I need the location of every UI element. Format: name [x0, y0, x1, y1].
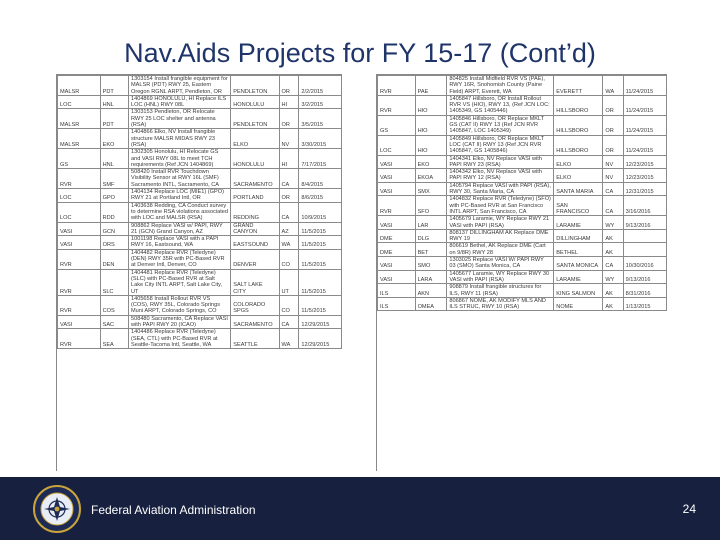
- type-cell: RVR: [378, 76, 416, 96]
- type-cell: VASI: [58, 315, 101, 329]
- id-cell: PDT: [100, 109, 128, 129]
- type-cell: RVR: [58, 269, 101, 295]
- type-cell: DME: [378, 243, 416, 257]
- city-cell: DILLINGHAM: [554, 229, 603, 243]
- table-row: [58, 189, 342, 203]
- state-cell: CA: [603, 182, 623, 196]
- id-cell: SMO: [415, 257, 447, 271]
- table-row: [58, 315, 342, 329]
- city-cell: NOME: [554, 297, 603, 311]
- id-cell: LARA: [415, 270, 447, 284]
- type-cell: LOC: [58, 189, 101, 203]
- description-cell: 1405846 Hillsboro, OR Replace MKLT GS (CAT II) RWY 13 (Ref JCN RVR 1405847, LOC 1405349): [447, 115, 554, 135]
- table-row: [58, 236, 342, 250]
- type-cell: GS: [58, 149, 101, 169]
- state-cell: CO: [279, 295, 299, 315]
- state-cell: NV: [603, 169, 623, 183]
- state-cell: WA: [279, 329, 299, 349]
- state-cell: AK: [603, 229, 623, 243]
- date-cell: 8/4/2015: [299, 169, 342, 189]
- slide-title: Nav.Aids Projects for FY 15-17 (Cont’d): [124, 38, 596, 68]
- table-row: [58, 129, 342, 149]
- date-cell: 7/17/2015: [299, 149, 342, 169]
- date-cell: 11/24/2015: [623, 135, 666, 155]
- page-number: 24: [682, 502, 696, 516]
- description-cell: 1405677 Laramie, WY Replace RWY 30 VASI with PAPI (RSA): [447, 270, 554, 284]
- date-cell: 12/29/2015: [299, 329, 342, 349]
- city-cell: ELKO: [231, 129, 279, 149]
- table-row: [378, 182, 667, 196]
- city-cell: PORTLAND: [231, 189, 279, 203]
- id-cell: RDD: [100, 202, 128, 222]
- description-cell: 1405679 Laramie, WY Replace RWY 21 VASI with PAPI (RSA): [447, 216, 554, 230]
- city-cell: SEATTLE: [231, 329, 279, 349]
- id-cell: EKOA: [415, 169, 447, 183]
- date-cell: 11/24/2015: [623, 115, 666, 135]
- description-cell: 1404869 HONOLULU, HI Replace ILS LOC (HNL) RWY 08L: [128, 95, 230, 109]
- type-cell: GS: [378, 115, 416, 135]
- date-cell: 11/24/2015: [623, 76, 666, 96]
- date-cell: 11/5/2015: [299, 236, 342, 250]
- city-cell: ELKO: [554, 169, 603, 183]
- description-cell: 1404342 Elko, NV Replace VASI with PAPI RWY 12 (RSA): [447, 169, 554, 183]
- type-cell: LOC: [378, 135, 416, 155]
- description-cell: 1404482 Replace RVR (Teledyne) (DEN) RWY 35R with PC-Based RVR at Denver Intl, Denver, CO: [128, 249, 230, 269]
- type-cell: RVR: [378, 95, 416, 115]
- city-cell: DENVER: [231, 249, 279, 269]
- date-cell: 2/2/2015: [299, 76, 342, 96]
- description-cell: 1403638 Redding, CA Conduct survey to determine RSA violations associated with LOC and MALSR (RSA): [128, 202, 230, 222]
- description-cell: 1404866 Elko, NV Install frangible structure MALSR MIDAS RWY 23 (RSA): [128, 129, 230, 149]
- state-cell: WY: [603, 270, 623, 284]
- id-cell: SFO: [415, 196, 447, 216]
- city-cell: EASTSOUND: [231, 236, 279, 250]
- date-cell: 11/5/2015: [299, 269, 342, 295]
- date-cell: 11/5/2015: [299, 222, 342, 236]
- description-cell: 804825 Install Midfield RVR VS (PAE), RWY 16R, Snohomish County (Paine Field) ARPT, Everett, WA: [447, 76, 554, 96]
- description-cell: 1405794 Replace VASI with PAPI (RSA), RWY 30, Santa Maria, CA: [447, 182, 554, 196]
- city-cell: SALT LAKE CITY: [231, 269, 279, 295]
- id-cell: GPO: [100, 189, 128, 203]
- id-cell: HIO: [415, 135, 447, 155]
- city-cell: GRAND CANYON: [231, 222, 279, 236]
- city-cell: COLORADO SPGS: [231, 295, 279, 315]
- city-cell: ELKO: [554, 155, 603, 169]
- state-cell: CA: [279, 169, 299, 189]
- state-cell: AK: [603, 243, 623, 257]
- type-cell: DME: [378, 229, 416, 243]
- date-cell: 9/13/2016: [623, 216, 666, 230]
- id-cell: BET: [415, 243, 447, 257]
- table-row: [378, 216, 667, 230]
- type-cell: RVR: [58, 249, 101, 269]
- footer-agency-name: Federal Aviation Administration: [91, 503, 256, 517]
- table-row: [378, 284, 667, 298]
- city-cell: PENDLETON: [231, 76, 279, 96]
- id-cell: HNL: [100, 149, 128, 169]
- state-cell: OR: [279, 189, 299, 203]
- type-cell: RVR: [58, 295, 101, 315]
- state-cell: HI: [279, 149, 299, 169]
- date-cell: 3/5/2015: [299, 109, 342, 129]
- table-row: [58, 76, 342, 96]
- id-cell: SMX: [415, 182, 447, 196]
- description-cell: 1302305 Honolulu, HI Relocate GS and VASI RWY 08L to meet TCH requirements (Ref JCN 1404869): [128, 149, 230, 169]
- description-cell: 1303153 Pendleton, OR Relocate RWY 25 LOC shelter and antenna (RSA): [128, 109, 230, 129]
- description-cell: 1404134 Replace LOC (MIE1) (GPO) RWY 21 at Portland Intl, OR: [128, 189, 230, 203]
- id-cell: DEN: [100, 249, 128, 269]
- table-row: [378, 76, 667, 96]
- table-row: [378, 257, 667, 271]
- right-projects-table: [376, 74, 667, 471]
- type-cell: VASI: [378, 270, 416, 284]
- description-cell: 1404486 Replace RVR (Teledyne) (SEA, CTL) with PC-Based RVR at Seattle-Tacoma Intl, Seattle, WA: [128, 329, 230, 349]
- table-row: [378, 169, 667, 183]
- id-cell: SMF: [100, 169, 128, 189]
- table-row: [378, 243, 667, 257]
- city-cell: SANTA MARIA: [554, 182, 603, 196]
- table-row: [58, 295, 342, 315]
- description-cell: 1001198 Replace VASI with a PAPI RWY 16, Eastsound, WA: [128, 236, 230, 250]
- faa-seal-icon: [33, 485, 81, 533]
- type-cell: ILS: [378, 297, 416, 311]
- state-cell: CA: [279, 202, 299, 222]
- city-cell: SAN FRANCISCO: [554, 196, 603, 216]
- type-cell: ILS: [378, 284, 416, 298]
- table-row: [378, 95, 667, 115]
- state-cell: WA: [279, 236, 299, 250]
- type-cell: MALSR: [58, 129, 101, 149]
- state-cell: CA: [603, 196, 623, 216]
- table-row: [378, 297, 667, 311]
- type-cell: RVR: [378, 196, 416, 216]
- table-row: [378, 115, 667, 135]
- type-cell: VASI: [378, 257, 416, 271]
- type-cell: LOC: [58, 95, 101, 109]
- type-cell: VASI: [378, 182, 416, 196]
- date-cell: 9/13/2016: [623, 270, 666, 284]
- date-cell: 3/16/2016: [623, 196, 666, 216]
- id-cell: SEA: [100, 329, 128, 349]
- id-cell: AKN: [415, 284, 447, 298]
- date-cell: 8/6/2015: [299, 189, 342, 203]
- id-cell: DLG: [415, 229, 447, 243]
- id-cell: EKO: [415, 155, 447, 169]
- table-row: [58, 169, 342, 189]
- description-cell: 1405658 Install Rollout RVR VS (COS), RWY 35L, Colorado Springs Muni ARPT, Colorado Springs, CO: [128, 295, 230, 315]
- city-cell: SACRAMENTO: [231, 315, 279, 329]
- state-cell: CA: [603, 257, 623, 271]
- city-cell: SANTA MONICA: [554, 257, 603, 271]
- table-row: [58, 222, 342, 236]
- type-cell: LOC: [58, 202, 101, 222]
- table-row: [378, 135, 667, 155]
- id-cell: OMEA: [415, 297, 447, 311]
- date-cell: 1/13/2015: [623, 297, 666, 311]
- city-cell: LARAMIE: [554, 216, 603, 230]
- state-cell: NV: [603, 155, 623, 169]
- table-row: [58, 109, 342, 129]
- date-cell: 12/23/2015: [623, 169, 666, 183]
- state-cell: AZ: [279, 222, 299, 236]
- state-cell: AK: [603, 297, 623, 311]
- date-cell: 12/23/2015: [623, 155, 666, 169]
- date-cell: 3/30/2015: [299, 129, 342, 149]
- state-cell: WA: [603, 76, 623, 96]
- id-cell: ORS: [100, 236, 128, 250]
- city-cell: HONOLULU: [231, 95, 279, 109]
- state-cell: CO: [279, 249, 299, 269]
- id-cell: HNL: [100, 95, 128, 109]
- id-cell: GCN: [100, 222, 128, 236]
- date-cell: [623, 229, 666, 243]
- state-cell: OR: [279, 109, 299, 129]
- type-cell: VASI: [378, 155, 416, 169]
- date-cell: 11/5/2015: [299, 295, 342, 315]
- table-row: [58, 149, 342, 169]
- table-row: [378, 196, 667, 216]
- id-cell: EKO: [100, 129, 128, 149]
- table-row: [58, 269, 342, 295]
- type-cell: MALSR: [58, 76, 101, 96]
- id-cell: COS: [100, 295, 128, 315]
- state-cell: NV: [279, 129, 299, 149]
- state-cell: OR: [603, 115, 623, 135]
- description-cell: 806867 NOME, AK MODIFY MLS AND ILS STRUC, RWY 10 (RSA): [447, 297, 554, 311]
- type-cell: VASI: [58, 222, 101, 236]
- type-cell: VASI: [58, 236, 101, 250]
- date-cell: [623, 243, 666, 257]
- table-row: [378, 155, 667, 169]
- description-cell: 1303154 Install frangible equipment for MALSR (PDT) RWY 25, Eastern Oregon RGNL ARPT, Pendleton, OR: [128, 76, 230, 96]
- state-cell: HI: [279, 95, 299, 109]
- description-cell: 1404832 Replace RVR (Teledyne) (SFO) with PC-Based RVR at San Francisco INTL ARPT, San Francisco, CA: [447, 196, 554, 216]
- description-cell: 1303025 Replace VASI W/ PAPI RWY 03 (SMO) Santa Monica, CA: [447, 257, 554, 271]
- city-cell: HILLSBORO: [554, 95, 603, 115]
- id-cell: SLC: [100, 269, 128, 295]
- state-cell: UT: [279, 269, 299, 295]
- description-cell: 1405847 Hillsboro, OR Install Rollout RVR VS (HIO), RWY 13, (Ref JCN LOC: 1405349, GS 1405446): [447, 95, 554, 115]
- description-cell: 508480 Sacramento, CA Replace VASI with PAPI RWY 20 (ICAO): [128, 315, 230, 329]
- left-projects-table: [56, 74, 342, 471]
- id-cell: HIO: [415, 115, 447, 135]
- date-cell: 12/31/2015: [623, 182, 666, 196]
- state-cell: AK: [603, 284, 623, 298]
- city-cell: SACRAMENTO: [231, 169, 279, 189]
- date-cell: 3/2/2015: [299, 95, 342, 109]
- date-cell: 10/30/2016: [623, 257, 666, 271]
- date-cell: 11/24/2015: [623, 95, 666, 115]
- state-cell: WY: [603, 216, 623, 230]
- date-cell: 12/29/2015: [299, 315, 342, 329]
- type-cell: RVR: [58, 329, 101, 349]
- table-row: [378, 270, 667, 284]
- description-cell: 1404481 Replace RVR (Teledyne) (SLC) with PC-Based RVR at Salt Lake City INTL ARPT, Salt Lake City, UT: [128, 269, 230, 295]
- type-cell: VASI: [378, 216, 416, 230]
- city-cell: HILLSBORO: [554, 115, 603, 135]
- city-cell: KING SALMON: [554, 284, 603, 298]
- city-cell: BETHEL: [554, 243, 603, 257]
- state-cell: OR: [603, 95, 623, 115]
- city-cell: HONOLULU: [231, 149, 279, 169]
- id-cell: HIO: [415, 95, 447, 115]
- city-cell: REDDING: [231, 202, 279, 222]
- date-cell: 8/31/2016: [623, 284, 666, 298]
- id-cell: SAC: [100, 315, 128, 329]
- state-cell: CA: [279, 315, 299, 329]
- table-row: [378, 229, 667, 243]
- id-cell: PDT: [100, 76, 128, 96]
- description-cell: 808137 DILLINGHAM AK Replace DME RWY 19: [447, 229, 554, 243]
- city-cell: EVERETT: [554, 76, 603, 96]
- description-cell: 1405849 Hillsboro, OR Replace MKLT LOC (CAT II) RWY 13 (Ref JCN RVR 1405847, GS 1405846): [447, 135, 554, 155]
- city-cell: HILLSBORO: [554, 135, 603, 155]
- description-cell: 806619 Bethel, AK Replace DME (Cart on 9/8R) RWY 28: [447, 243, 554, 257]
- description-cell: 508420 Install RVR Touchdown Visibility Sensor at RWY 16L (SMF) Sacramento INTL, Sacramento, CA: [128, 169, 230, 189]
- date-cell: 10/9/2015: [299, 202, 342, 222]
- city-cell: LARAMIE: [554, 270, 603, 284]
- table-row: [58, 202, 342, 222]
- table-row: [58, 95, 342, 109]
- type-cell: RVR: [58, 169, 101, 189]
- description-cell: 1404341 Elko, NV Replace VASI with PAPI RWY 23 (RSA): [447, 155, 554, 169]
- description-cell: 908879 Install frangible structures for ILS, RWY 11 (RSA): [447, 284, 554, 298]
- type-cell: MALSR: [58, 109, 101, 129]
- type-cell: VASI: [378, 169, 416, 183]
- id-cell: LAR: [415, 216, 447, 230]
- city-cell: PENDLETON: [231, 109, 279, 129]
- table-row: [58, 249, 342, 269]
- table-row: [58, 329, 342, 349]
- id-cell: PAE: [415, 76, 447, 96]
- state-cell: OR: [279, 76, 299, 96]
- description-cell: 908862 Replace VASI w/ PAPI, RWY 21 (GCN) Grand Canyon, AZ: [128, 222, 230, 236]
- state-cell: OR: [603, 135, 623, 155]
- date-cell: 11/5/2015: [299, 249, 342, 269]
